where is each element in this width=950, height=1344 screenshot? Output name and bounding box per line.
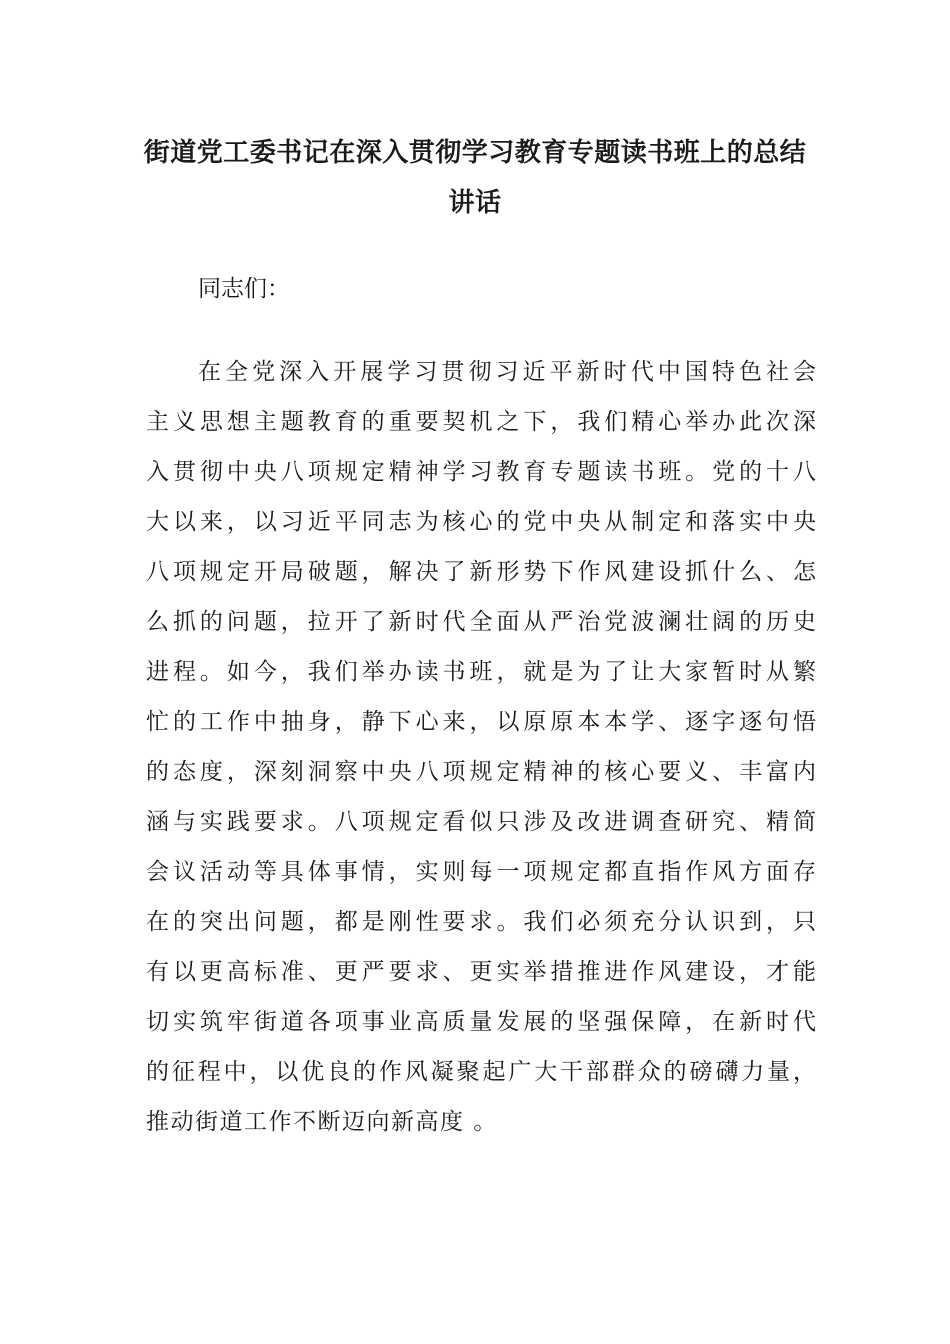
- body-line: 会议活动等具体事情，实则每一项规定都直指作风方面存: [146, 859, 816, 885]
- salutation: 同志们：: [198, 276, 290, 302]
- body-paragraph: [146, 347, 816, 1147]
- body-line: 主义思想主题教育的重要契机之下，我们精心举办此次深: [146, 409, 816, 435]
- body-line: 的征程中，以优良的作风凝聚起广大干部群众的磅礴力量，: [146, 1059, 816, 1085]
- body-line: 么抓的问题，拉开了新时代全面从严治党波澜壮阔的历史: [146, 609, 816, 635]
- body-line: 涵与实践要求。八项规定看似只涉及改进调查研究、精简: [146, 809, 816, 835]
- body-line: 大以来，以习近平同志为核心的党中央从制定和落实中央: [146, 509, 816, 535]
- title-line-1: 街道党工委书记在深入贯彻学习教育专题读书班上的总结: [143, 138, 807, 168]
- body-line: 八项规定开局破题，解决了新形势下作风建设抓什么、怎: [146, 559, 816, 585]
- body-line: 推动街道工作不断迈向新高度 。: [146, 1109, 498, 1135]
- body-line: 在全党深入开展学习贯彻习近平新时代中国特色社会: [198, 359, 816, 385]
- title-line-2: 讲话: [448, 188, 502, 218]
- body-line: 在的突出问题，都是刚性要求。我们必须充分认识到，只: [146, 909, 816, 935]
- body-line: 进程。如今，我们举办读书班，就是为了让大家暂时从繁: [146, 659, 816, 685]
- body-line: 入贯彻中央八项规定精神学习教育专题读书班。党的十八: [146, 459, 816, 485]
- body-line: 切实筑牢街道各项事业高质量发展的坚强保障，在新时代: [146, 1009, 816, 1035]
- body-line: 有以更高标准、更严要求、更实举措推进作风建设，才能: [146, 959, 816, 985]
- body-line: 忙的工作中抽身，静下心来，以原原本本学、逐字逐句悟: [146, 709, 816, 735]
- body-line: 的态度，深刻洞察中央八项规定精神的核心要义、丰富内: [146, 759, 816, 785]
- document-title: [140, 128, 810, 228]
